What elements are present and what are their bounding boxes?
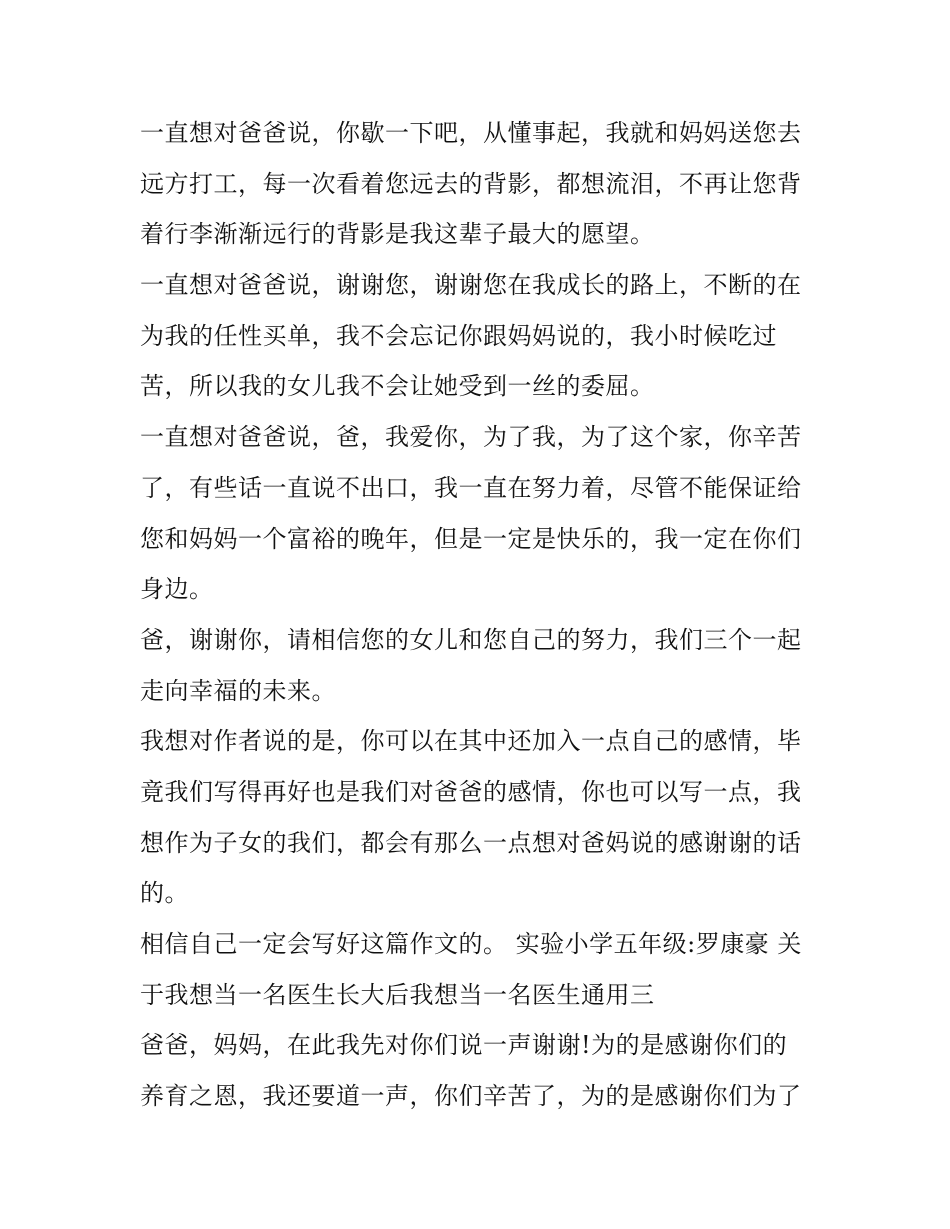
- text-line: 走向幸福的未来。: [140, 676, 336, 705]
- text-line: 着行李渐渐远行的背影是我这辈子最大的愿望。: [140, 220, 655, 249]
- text-line: 相信自己一定会写好这篇作文的。 实验小学五年级:罗康豪 关: [140, 930, 802, 958]
- text-line: 您和妈妈一个富裕的晚年，但是一定是快乐的，我一定在你们: [140, 524, 802, 553]
- text-line: 一直想对爸爸说，你歇一下吧，从懂事起，我就和妈妈送您去: [140, 119, 802, 147]
- text-line: 想作为子女的我们，都会有那么一点想对爸妈说的感谢谢的话: [140, 828, 802, 857]
- text-line: 我想对作者说的是，你可以在其中还加入一点自己的感情，毕: [140, 727, 802, 756]
- text-line: 苦，所以我的女儿我不会让她受到一丝的委屈。: [140, 372, 655, 401]
- text-line: 了，有些话一直说不出口，我一直在努力着，尽管不能保证给: [140, 473, 802, 502]
- text-line: 一直想对爸爸说，爸，我爱你，为了我，为了这个家，你辛苦: [140, 423, 802, 452]
- document-page: [140, 108, 830, 1122]
- text-line: 竟我们写得再好也是我们对爸爸的感情，你也可以写一点，我: [140, 777, 802, 806]
- text-line: 身边。: [140, 575, 214, 604]
- text-line: 的。: [140, 879, 189, 908]
- text-line: 爸爸，妈妈，在此我先对你们说一声谢谢!为的是感谢你们的: [140, 1031, 788, 1060]
- text-line: 为我的任性买单，我不会忘记你跟妈妈说的，我小时候吃过: [140, 321, 777, 350]
- text-line: 爸，谢谢你，请相信您的女儿和您自己的努力，我们三个一起: [140, 625, 802, 654]
- text-line: 养育之恩，我还要道一声，你们辛苦了，为的是感谢你们为了: [140, 1082, 802, 1111]
- text-line: 一直想对爸爸说，谢谢您，谢谢您在我成长的路上，不断的在: [140, 271, 802, 300]
- text-line: 远方打工，每一次看着您远去的背影，都想流泪，不再让您背: [140, 169, 802, 198]
- text-line: 于我想当一名医生长大后我想当一名医生通用三: [140, 980, 655, 1009]
